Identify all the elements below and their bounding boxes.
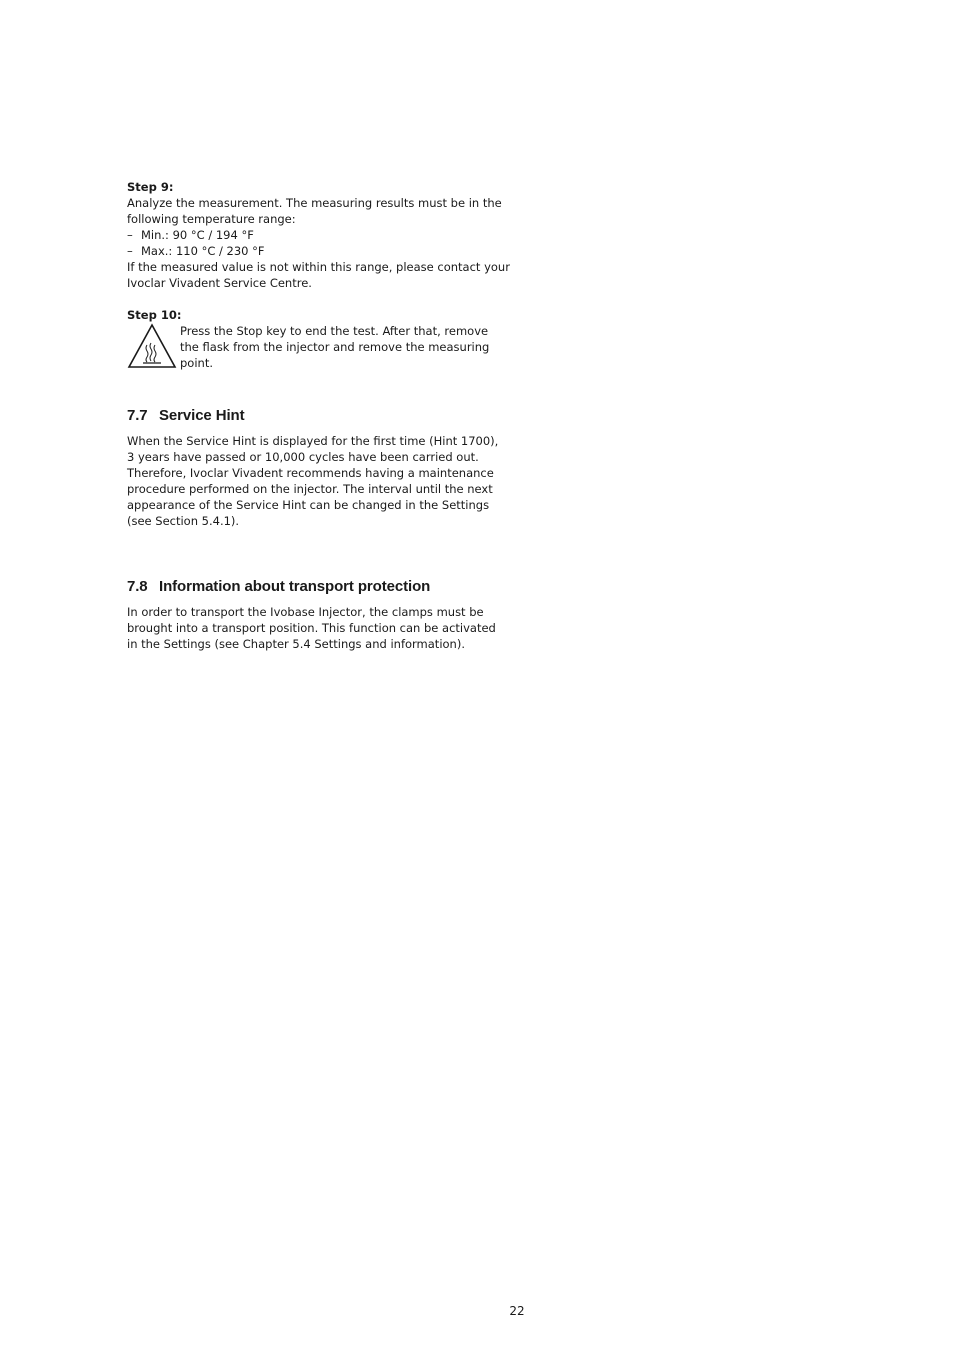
step-9-label: Step 9: xyxy=(127,180,174,194)
list-item xyxy=(127,243,512,259)
section-7-7-text: When the Service Hint is displayed for the first time (Hint 1700), 3 years have passed or 10,000 cycles have been carried out. Therefore, Ivoclar Vivadent recommends having a maintenance procedure performed on the injector. The interval until the next appearance of the Service Hint can be changed in the Settings (see Section 5.4.1). xyxy=(127,434,499,528)
step-10-block xyxy=(127,307,512,371)
section-heading xyxy=(127,578,505,596)
temperature-min: Min.: 90 °C / 194 °F xyxy=(141,228,254,242)
step-9-block xyxy=(127,179,512,291)
page-number: 22 xyxy=(509,1304,525,1318)
section-7-7 xyxy=(127,407,509,529)
list-dash: – xyxy=(127,228,133,242)
section-title: Service Hint xyxy=(159,407,245,424)
list-dash: – xyxy=(127,244,133,258)
section-number: 7.8 xyxy=(127,578,148,595)
step-9-text: Analyze the measurement. The measuring results must be in the following temperature range: xyxy=(127,196,502,226)
section-title: Information about transport protection xyxy=(159,578,431,595)
section-7-8 xyxy=(127,578,505,652)
step-9-note: If the measured value is not within this range, please contact your Ivoclar Vivadent Service Centre. xyxy=(127,260,510,290)
step-10-text: Press the Stop key to end the test. After that, remove the flask from the injector and remove the measuring point. xyxy=(180,324,490,370)
section-heading xyxy=(127,407,509,425)
step-10-label: Step 10: xyxy=(127,308,182,322)
hot-surface-warning-icon xyxy=(127,323,177,369)
warning-row xyxy=(127,323,512,371)
temperature-max: Max.: 110 °C / 230 °F xyxy=(141,244,265,258)
section-7-8-text: In order to transport the Ivobase Injector, the clamps must be brought into a transport position. This function can be activated in the Settings (see Chapter 5.4 Settings and information). xyxy=(127,605,496,651)
list-item xyxy=(127,227,512,243)
section-number: 7.7 xyxy=(127,407,148,424)
